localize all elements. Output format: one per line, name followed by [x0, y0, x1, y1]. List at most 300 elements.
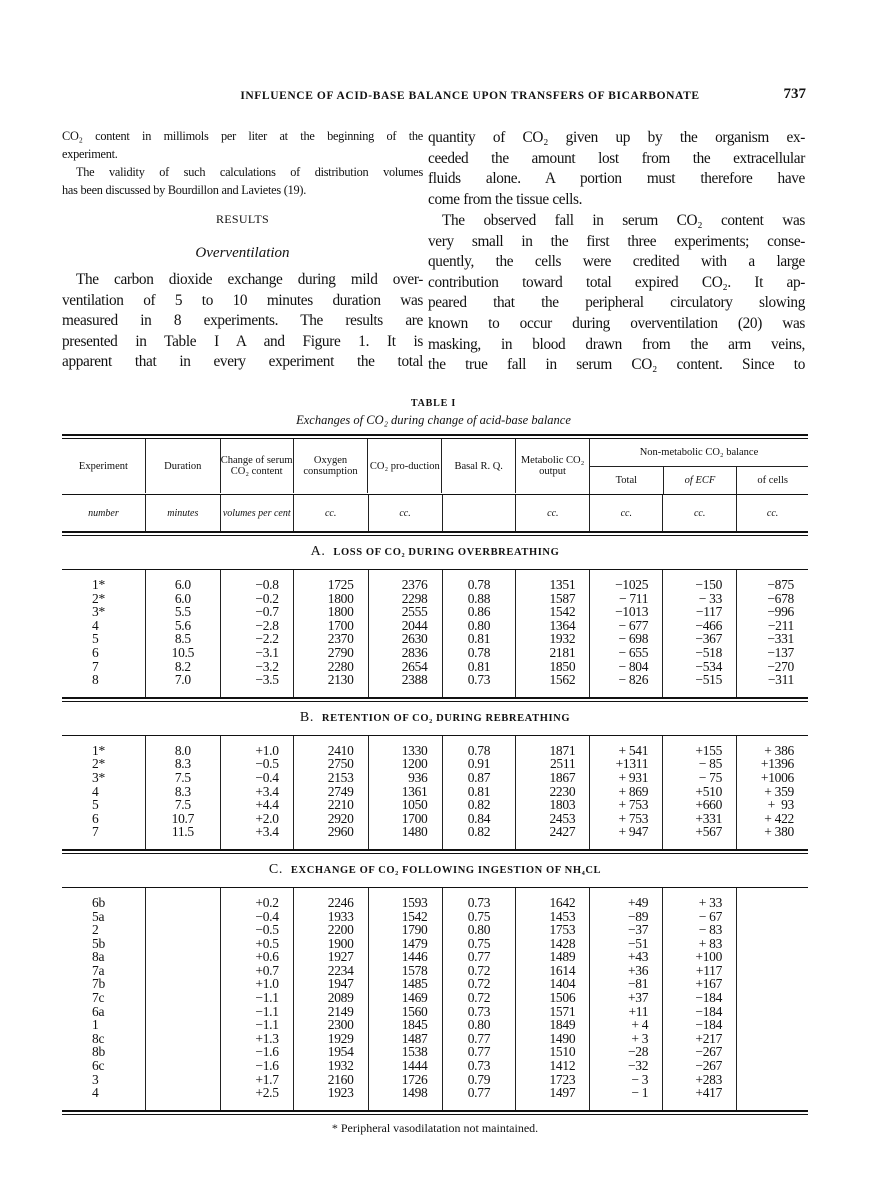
text-line: very small in the first three experiments; conse- [428, 232, 805, 250]
table-cell: 0.73 [467, 1003, 491, 1019]
table-cell: −2.8 [255, 617, 279, 633]
table-cell: 0.82 [467, 797, 491, 813]
table-cell: 0.81 [467, 783, 491, 799]
table-cell: +4.4 [255, 797, 279, 813]
table-cell: + 541 [618, 742, 649, 758]
table-cell: +1006 [760, 769, 794, 785]
table-column [368, 736, 442, 849]
table-cell: 2246 [327, 894, 354, 910]
overventilation-subheading: Overventilation [195, 245, 290, 261]
table-cell: +417 [695, 1085, 723, 1101]
table-cell: 3* [92, 769, 105, 785]
unit-cell: cc. [736, 495, 808, 531]
table-cell: + 931 [618, 769, 649, 785]
table-cell: 3* [92, 604, 105, 620]
table-cell: +0.6 [255, 949, 279, 965]
section-letter: B. [299, 709, 314, 725]
table-column [368, 570, 442, 697]
table-cell: +49 [627, 894, 649, 910]
table-cell: 7.5 [174, 797, 191, 813]
table-cell: 1932 [327, 1058, 354, 1074]
table-cell: 0.77 [467, 1030, 491, 1046]
table-cell: −28 [627, 1044, 649, 1060]
table-column [442, 888, 516, 1110]
table-cell: + 3 [631, 1030, 649, 1046]
table-cell: 1453 [549, 908, 576, 924]
table-cell: − 3 [631, 1071, 649, 1087]
table-cell: 2750 [327, 756, 354, 772]
table-cell: 2555 [401, 604, 428, 620]
table-cell: 2298 [401, 590, 428, 606]
table-cell: 6 [92, 810, 99, 826]
table-column [589, 736, 662, 849]
results-heading: RESULTS [215, 212, 269, 226]
table-cell: 1850 [549, 658, 576, 674]
table-cell: 1947 [327, 976, 354, 992]
unit-cell: volumes per cent [220, 495, 293, 531]
text-line: has been discussed by Bourdillon and Lavietes (19). [62, 182, 307, 197]
table-cell: 1614 [549, 962, 576, 978]
text-line: experiment. [62, 146, 118, 161]
table-cell: +1.3 [255, 1030, 279, 1046]
text-line: The observed fall in serum CO₂ content was [442, 212, 805, 229]
table-cell: 1* [92, 577, 105, 592]
table-cell: 1571 [549, 1003, 576, 1019]
table-cell: 0.77 [467, 1044, 491, 1060]
table-cell: +100 [695, 949, 723, 965]
table-cell: 8c [92, 1030, 105, 1046]
table-cell: 4 [92, 783, 99, 799]
table-cell: + 869 [618, 783, 649, 799]
header-duration: Duration [145, 439, 220, 493]
table-cell: + 33 [698, 894, 723, 910]
header-basal-rq: Basal R. Q. [441, 439, 515, 493]
table-cell: 7c [92, 990, 105, 1006]
table-cell: +117 [695, 962, 723, 978]
table-cell: +0.2 [255, 894, 279, 910]
table-cell: −331 [767, 631, 794, 647]
table-cell: −311 [767, 672, 794, 688]
page-number: 737 [783, 86, 806, 102]
table-cell: +0.5 [255, 935, 279, 951]
table-cell: 7 [92, 824, 99, 840]
table-cell: +660 [695, 797, 723, 813]
table-cell: −515 [695, 672, 723, 688]
table-cell: 1700 [401, 810, 428, 826]
table-cell: −89 [627, 908, 649, 924]
section-name: RETENTION OF CO₂ DURING REBREATHING [321, 712, 571, 724]
table-cell: 2654 [401, 658, 428, 674]
header-metabolic-output: Metabolic CO₂ output [515, 439, 589, 493]
table-column [736, 888, 808, 1110]
table-cell: 1800 [327, 604, 354, 620]
table-cell: 1330 [401, 742, 428, 758]
table-cell: +2.5 [255, 1085, 279, 1101]
table-cell: −0.4 [255, 769, 279, 785]
table-cell: 5.6 [174, 617, 191, 633]
table-column [442, 736, 516, 849]
table-cell: 7b [92, 976, 105, 992]
table-cell: + 359 [764, 783, 794, 799]
table-column [515, 570, 589, 697]
table-cell: 2410 [327, 742, 354, 758]
table-cell: −150 [695, 577, 723, 592]
table-cell: + 386 [764, 742, 794, 758]
table-column [220, 570, 293, 697]
table-cell: +283 [695, 1071, 723, 1087]
left-note [62, 128, 423, 163]
table-cell: 0.84 [467, 810, 491, 826]
table-cell: 2130 [327, 672, 354, 688]
table-cell: −875 [767, 577, 794, 592]
table-cell: 1900 [327, 935, 354, 951]
table-cell: 0.78 [467, 577, 491, 592]
table-cell: −0.5 [255, 756, 279, 772]
table-column [662, 888, 736, 1110]
table-cell: 6.0 [174, 577, 191, 592]
table-cell: 2153 [327, 769, 354, 785]
table-cell: + 93 [767, 797, 794, 813]
table-cell: 2388 [401, 672, 428, 688]
table-cell: +0.7 [255, 962, 279, 978]
table-cell: −1.1 [255, 1003, 279, 1019]
table-cell: +217 [695, 1030, 723, 1046]
table-cell: 8 [92, 672, 99, 688]
table-cell: 936 [408, 769, 428, 785]
table-cell: 8a [92, 949, 105, 965]
table-cell: 1351 [549, 577, 576, 592]
table-cell: 0.88 [467, 590, 491, 606]
table-cell: 8b [92, 1044, 105, 1060]
table-cell: +567 [695, 824, 723, 840]
table-cell: −0.4 [255, 908, 279, 924]
table-column [220, 736, 293, 849]
table-cell: 1932 [549, 631, 576, 647]
table-cell: −678 [767, 590, 794, 606]
table-cell: 1444 [401, 1058, 428, 1074]
unit-cell: cc. [515, 495, 589, 531]
table-cell: +1.0 [255, 742, 279, 758]
table-cell: 1753 [549, 922, 576, 938]
table-cell: 6c [92, 1058, 105, 1074]
text-line: peared that the peripheral circulatory slowing [428, 294, 805, 312]
table-column [736, 570, 808, 697]
table-title: Exchanges of CO₂ during change of acid-base balance [296, 413, 571, 427]
table-cell: −137 [767, 644, 794, 660]
table-cell: 0.80 [467, 922, 491, 938]
table-cell: − 33 [698, 590, 723, 606]
table-cell: 1485 [401, 976, 428, 992]
table-cell: 1923 [327, 1085, 354, 1101]
table-cell: − 677 [618, 617, 649, 633]
text-line: quantity of CO₂ given up by the organism ex- [428, 129, 805, 146]
table-cell: −518 [695, 644, 723, 660]
table-cell: + 83 [698, 935, 723, 951]
header-serum-change: Change of serum CO₂ content [220, 439, 293, 493]
table-cell: 2749 [327, 783, 354, 799]
left-paragraph [62, 270, 423, 373]
text-line: The carbon dioxide exchange during mild over- [76, 271, 423, 288]
table-cell: + 947 [618, 824, 649, 840]
table-cell: 2* [92, 756, 105, 772]
table-cell: 1542 [401, 908, 428, 924]
section-name: EXCHANGE OF CO₂ FOLLOWING INGESTION OF NH₄CL [290, 864, 602, 876]
text-line: come from the tissue cells. [428, 190, 583, 208]
table-cell: 1510 [549, 1044, 576, 1060]
table-cell: 6b [92, 894, 105, 910]
table-cell: − 1 [631, 1085, 649, 1101]
table-cell: 1480 [401, 824, 428, 840]
section-name: LOSS OF CO₂ DURING OVERBREATHING [333, 547, 560, 558]
table-cell: 2200 [327, 922, 354, 938]
table-cell: 0.72 [467, 976, 491, 992]
table-cell: 0.80 [467, 1017, 491, 1033]
table-cell: 1723 [549, 1071, 576, 1087]
table-cell: 1542 [549, 604, 576, 620]
table-cell: 11.5 [171, 824, 194, 840]
table-cell: 8.3 [174, 756, 191, 772]
header-experiment: Experiment [78, 460, 128, 472]
table-column [220, 888, 293, 1110]
units-row [62, 495, 808, 531]
section-rows [62, 888, 808, 1110]
table-cell: +155 [695, 742, 723, 758]
table-cell: 1800 [327, 590, 354, 606]
table-cell: − 67 [698, 908, 723, 924]
table-cell: − 698 [618, 631, 649, 647]
table-cell: 2790 [327, 644, 354, 660]
table-column [515, 888, 589, 1110]
table-cell: −184 [695, 1017, 723, 1033]
text-line: quently, the cells were credited with a large [428, 253, 805, 271]
table-cell: 8.5 [174, 631, 191, 647]
table-cell: −51 [627, 935, 649, 951]
table-cell: 1867 [549, 769, 576, 785]
running-title: INFLUENCE OF ACID-BASE BALANCE UPON TRANSFERS OF BICARBONATE [240, 90, 700, 102]
table-cell: 2160 [327, 1071, 354, 1087]
text-line: ventilation of 5 to 10 minutes duration was [62, 291, 423, 309]
table-cell: −3.1 [255, 644, 279, 660]
table-cell: 8.2 [174, 658, 191, 674]
table-cell: 2370 [327, 631, 354, 647]
table-cell: +1311 [615, 756, 649, 772]
table-column [62, 736, 145, 849]
table-cell: 1490 [549, 1030, 576, 1046]
table-cell: 7a [92, 962, 105, 978]
table-cell: −184 [695, 990, 723, 1006]
table-cell: 0.81 [467, 658, 491, 674]
table-cell: 2149 [327, 1003, 354, 1019]
table-cell: 1933 [327, 908, 354, 924]
table-cell: −1.1 [255, 990, 279, 1006]
table-cell: 2300 [327, 1017, 354, 1033]
unit-cell: minutes [145, 495, 220, 531]
table-cell: 6.0 [174, 590, 191, 606]
table-cell: −267 [695, 1058, 723, 1074]
table-cell: 0.79 [467, 1071, 491, 1087]
table-cell: 1578 [401, 962, 428, 978]
table-cell: −1013 [615, 604, 649, 620]
table-cell: 0.87 [467, 769, 491, 785]
table-cell: 0.82 [467, 824, 491, 840]
table-cell: 2* [92, 590, 105, 606]
table-cell: 8.0 [174, 742, 191, 758]
table-cell: 2630 [401, 631, 428, 647]
table-cell: 10.7 [171, 810, 195, 826]
table-cell: 2453 [549, 810, 576, 826]
table-cell: −466 [695, 617, 723, 633]
data-table [62, 434, 808, 1136]
table-cell: − 85 [698, 756, 723, 772]
table-cell: + 380 [764, 824, 794, 840]
table-cell: 2181 [549, 644, 576, 660]
table-cell: 1726 [401, 1071, 428, 1087]
table-cell: 6a [92, 1003, 105, 1019]
table-cell: 0.75 [467, 935, 491, 951]
table-footnote: * Peripheral vasodilatation not maintained. [331, 1120, 539, 1135]
table-column [589, 888, 662, 1110]
table-cell: −0.8 [255, 577, 279, 592]
table-cell: −2.2 [255, 631, 279, 647]
unit-cell: number [88, 507, 119, 519]
table-cell: 1404 [549, 976, 576, 992]
table-cell: − 804 [618, 658, 649, 674]
table-cell: −32 [627, 1058, 649, 1074]
table-cell: 1489 [549, 949, 576, 965]
table-cell: 2960 [327, 824, 354, 840]
table-cell: 1560 [401, 1003, 428, 1019]
table-cell: 1506 [549, 990, 576, 1006]
table-cell: 1929 [327, 1030, 354, 1046]
table-cell: 0.78 [467, 644, 491, 660]
text-line: known to occur during overventilation (20) was [428, 314, 805, 332]
table-cell: −1.1 [255, 1017, 279, 1033]
table-cell: −1.6 [255, 1058, 279, 1074]
table-cell: 4 [92, 1085, 99, 1101]
table-cell: + 753 [618, 810, 649, 826]
table-cell: 2 [92, 922, 99, 938]
table-cell: 2427 [549, 824, 576, 840]
table-cell: +1396 [760, 756, 794, 772]
header-total: Total [615, 475, 638, 486]
table-cell: 0.77 [467, 1085, 491, 1101]
table-cell: 1700 [327, 617, 354, 633]
table-cell: 0.73 [467, 894, 491, 910]
table-cell: +2.0 [255, 810, 279, 826]
table-cell: +1.7 [255, 1071, 279, 1087]
table-cell: 1562 [549, 672, 576, 688]
section-title [62, 536, 808, 569]
table-column [145, 736, 220, 849]
table-cell: −996 [767, 604, 794, 620]
table-cell: 1364 [549, 617, 576, 633]
table-cell: − 711 [618, 590, 649, 606]
text-line: The validity of such calculations of distribution volumes [76, 165, 423, 179]
unit-cell: cc. [589, 495, 662, 531]
header-group [589, 439, 808, 494]
section-title [62, 854, 808, 887]
table-cell: 2376 [401, 577, 428, 592]
header-cells: of cells [736, 467, 808, 494]
table-cell: 0.81 [467, 631, 491, 647]
section-rows [62, 736, 808, 849]
left-note-2 [62, 164, 423, 199]
table-cell: 1927 [327, 949, 354, 965]
table-cell: 2836 [401, 644, 428, 660]
table-cell: −0.7 [255, 604, 279, 620]
table-cell: +1.0 [255, 976, 279, 992]
table-cell: +3.4 [255, 783, 279, 799]
table-cell: + 422 [764, 810, 794, 826]
table-cell: 5a [92, 908, 105, 924]
table-cell: 1487 [401, 1030, 428, 1046]
table-cell: +167 [695, 976, 723, 992]
table-cell: 5.5 [174, 604, 191, 620]
table-cell: 1412 [549, 1058, 576, 1074]
text-line: the true fall in serum CO₂ content. Since to [428, 356, 805, 374]
table-cell: 2210 [327, 797, 354, 813]
table-cell: 1 [92, 1017, 99, 1033]
table-cell: −367 [695, 631, 723, 647]
table-cell: 2230 [549, 783, 576, 799]
unit-cell [442, 495, 516, 531]
table-cell: 1479 [401, 935, 428, 951]
table-cell: − 655 [618, 644, 649, 660]
table-cell: 1954 [327, 1044, 354, 1060]
table-cell: 1446 [401, 949, 428, 965]
table-cell: 1538 [401, 1044, 428, 1060]
table-cell: 0.77 [467, 949, 491, 965]
table-cell: − 75 [698, 769, 723, 785]
right-paragraph-2 [428, 211, 805, 376]
table-cell: 0.73 [467, 672, 491, 688]
table-column [368, 888, 442, 1110]
header-ecf: of ECF [663, 467, 737, 494]
table-column [145, 888, 220, 1110]
table-cell: −267 [695, 1044, 723, 1060]
table-column [589, 570, 662, 697]
right-paragraph-1 [428, 128, 805, 210]
table-cell: 4 [92, 617, 99, 633]
unit-cell: cc. [368, 495, 442, 531]
table-cell: 2280 [327, 658, 354, 674]
table-cell: 1871 [549, 742, 576, 758]
table-cell: 7 [92, 658, 99, 674]
table-column [662, 570, 736, 697]
table-column [293, 570, 368, 697]
table-caption: TABLE I [410, 398, 457, 409]
table-cell: +37 [627, 990, 649, 1006]
table-cell: 0.86 [467, 604, 491, 620]
table-cell: −534 [695, 658, 723, 674]
table-cell: −3.2 [255, 658, 279, 674]
table-cell: 1497 [549, 1085, 576, 1101]
table-column [62, 570, 145, 697]
table-cell: 1587 [549, 590, 576, 606]
table-cell: +36 [627, 962, 649, 978]
table-cell: 0.78 [467, 742, 491, 758]
table-cell: 8.3 [174, 783, 191, 799]
section-rows [62, 570, 808, 697]
header-co2-production: CO₂ pro-duction [367, 439, 441, 493]
table-column [515, 736, 589, 849]
header-oxygen: Oxygen consumption [293, 439, 368, 493]
table-cell: −211 [767, 617, 794, 633]
table-cell: 0.73 [467, 1058, 491, 1074]
table-cell: 1200 [401, 756, 428, 772]
table-cell: +43 [627, 949, 649, 965]
table-column [442, 570, 516, 697]
